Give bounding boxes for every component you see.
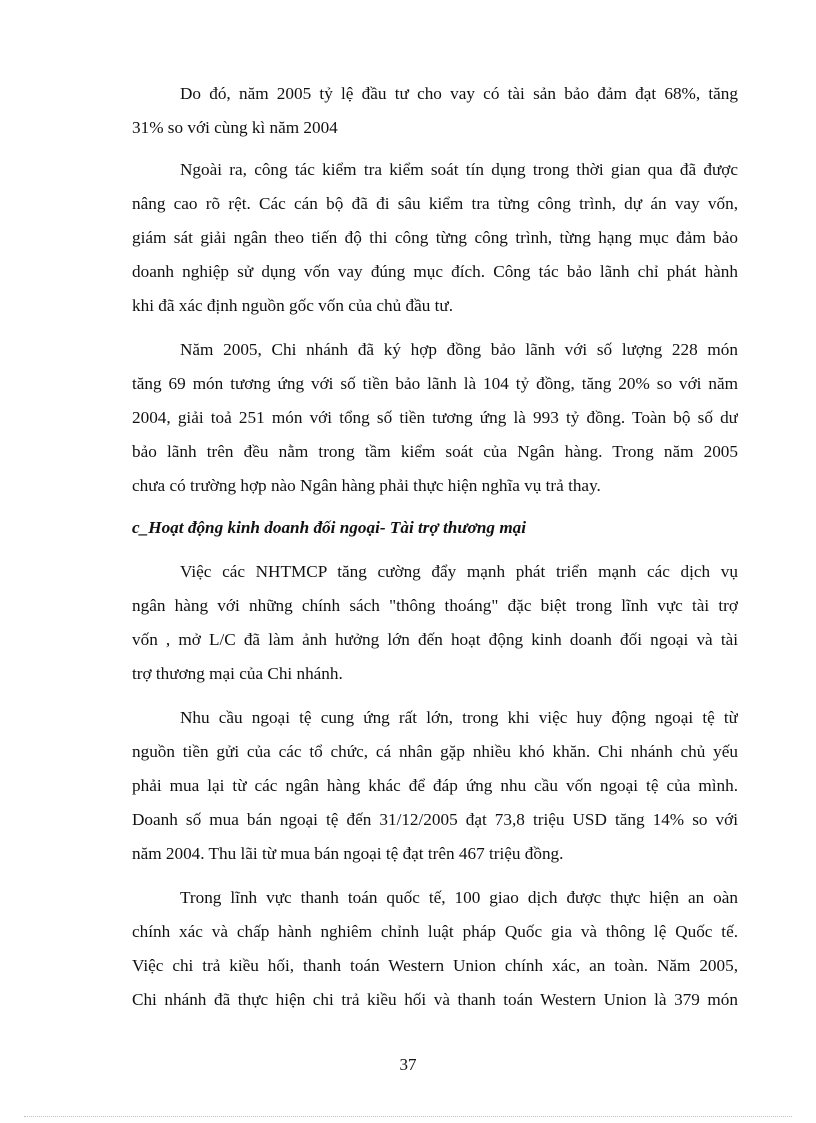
paragraph-line: trợ thương mại của Chi nhánh. [132, 664, 343, 683]
paragraph-line: Việc các NHTMCP tăng cường đẩy mạnh phát triển mạnh các dịch vụ [180, 562, 738, 581]
paragraph-line: nâng cao rõ rệt. Các cán bộ đã đi sâu kiểm tra từng công trình, dự án vay vốn, [132, 194, 738, 213]
footer-divider [24, 1116, 792, 1117]
page-number: 37 [399, 1055, 417, 1074]
paragraph-line: giám sát giải ngân theo tiến độ thi công từng công trình, từng hạng mục đảm bảo [132, 228, 738, 247]
paragraph-line: Năm 2005, Chi nhánh đã ký hợp đồng bảo lãnh với số lượng 228 món [180, 340, 738, 359]
paragraph-line: Doanh số mua bán ngoại tệ đến 31/12/2005 đạt 73,8 triệu USD tăng 14% so với [132, 810, 738, 829]
paragraph-line: 2004, giải toả 251 món với tổng số tiền tương ứng là 993 tỷ đồng. Toàn bộ số dư [132, 408, 738, 427]
paragraph-line: Chi nhánh đã thực hiện chi trả kiều hối và thanh toán Western Union là 379 món [132, 990, 738, 1009]
paragraph-line: Trong lĩnh vực thanh toán quốc tế, 100 giao dịch được thực hiện an oàn [180, 888, 738, 907]
paragraph-line: vốn , mở L/C đã làm ảnh hưởng lớn đến hoạt động kinh doanh đối ngoại và tài [132, 630, 738, 649]
paragraph-line: năm 2004. Thu lãi từ mua bán ngoại tệ đạt trên 467 triệu đồng. [132, 844, 564, 863]
paragraph-line: chính xác và chấp hành nghiêm chỉnh luật pháp Quốc gia và thông lệ Quốc tế. [132, 922, 738, 941]
paragraph-line: chưa có trường hợp nào Ngân hàng phải thực hiện nghĩa vụ trả thay. [132, 476, 601, 495]
paragraph-line: bảo lãnh trên đều nằm trong tầm kiểm soát của Ngân hàng. Trong năm 2005 [132, 442, 738, 461]
paragraph-line: doanh nghiệp sử dụng vốn vay đúng mục đích. Công tác bảo lãnh chỉ phát hành [132, 262, 738, 281]
paragraph-line: Nhu cầu ngoại tệ cung ứng rất lớn, trong khi việc huy động ngoại tệ từ [180, 708, 738, 727]
paragraph-line: Ngoài ra, công tác kiểm tra kiểm soát tín dụng trong thời gian qua đã được [180, 160, 738, 179]
paragraph-line: Việc chi trả kiều hối, thanh toán Western Union chính xác, an toàn. Năm 2005, [132, 956, 738, 975]
paragraph-line: phải mua lại từ các ngân hàng khác để đáp ứng nhu cầu vốn ngoại tệ của mình. [132, 776, 738, 795]
paragraph-line: Do đó, năm 2005 tỷ lệ đầu tư cho vay có tài sản bảo đảm đạt 68%, tăng [180, 84, 738, 103]
paragraph-line: khi đã xác định nguồn gốc vốn của chủ đầu tư. [132, 296, 453, 315]
paragraph-line: nguồn tiền gửi của các tổ chức, cá nhân gặp nhiều khó khăn. Chi nhánh chủ yếu [132, 742, 738, 761]
section-heading: c_Hoạt động kinh doanh đối ngoại- Tài trợ thương mại [132, 518, 527, 537]
paragraph-line: 31% so với cùng kì năm 2004 [132, 118, 338, 137]
paragraph-line: ngân hàng với những chính sách "thông thoáng" đặc biệt trong lĩnh vực tài trợ [132, 596, 738, 615]
paragraph-line: tăng 69 món tương ứng với số tiền bảo lãnh là 104 tỷ đồng, tăng 20% so với năm [132, 374, 738, 393]
